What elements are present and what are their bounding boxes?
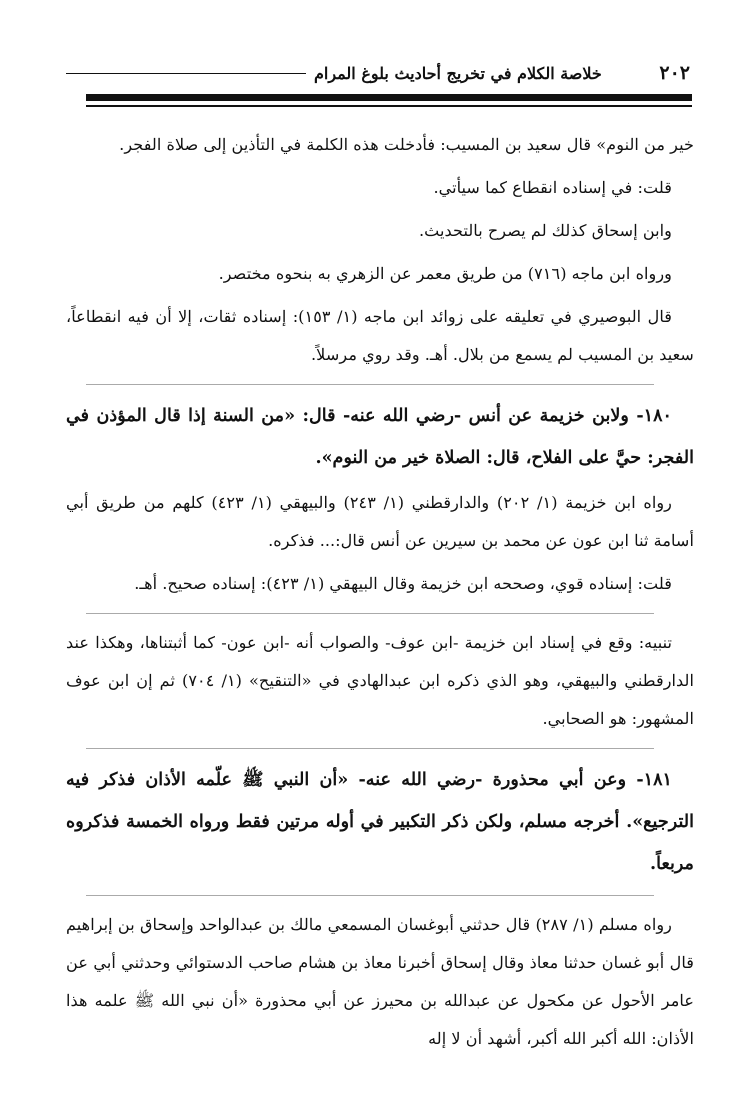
paragraph-continuation: خير من النوم» قال سعيد بن المسيب: فأدخلت هذه الكلمة في التأذين إلى صلاة الفجر. <box>119 135 694 154</box>
book-title: خلاصة الكلام في تخريج أحاديث بلوغ المرام <box>314 63 602 83</box>
separator-line <box>86 748 654 749</box>
paragraph-comment-2: وابن إسحاق كذلك لم يصرح بالتحديث. <box>418 221 672 240</box>
page-header <box>66 58 690 88</box>
page-number: ٢٠٢ <box>659 62 690 84</box>
header-rule-thick <box>86 94 692 101</box>
hadith-181: ١٨١- وعن أبي محذورة -رضي الله عنه- «أن النبي ﷺ علّمه الأذان فذكر فيه الترجيع». أخرجه مسلم، ولكن ذكر التكبير في أوله مرتين فقط ورواه الخمسة فذكروه مربعاً. <box>66 769 694 874</box>
paragraph-takhrij-181: رواه مسلم (١/ ٢٨٧) قال حدثني أبوغسان المسمعي مالك بن عبدالواحد وإسحاق بن إبراهيم قال أبو غسان حدثنا معاذ وقال إسحاق أخبرنا معاذ بن هشام صاحب الدستوائي وحدثني أبي عن عامر الأحول عن مكحول عن عبدالله بن محيرز عن أبي محذورة «أن نبي الله ﷺ علمه هذا الأذان: الله أكبر الله أكبر، أشهد أن لا إله <box>66 915 694 1048</box>
paragraph-note: تنبيه: وقع في إسناد ابن خزيمة -ابن عوف- والصواب أنه -ابن عون- كما أثبتناها، وهكذا عند الدارقطني والبيهقي، وهو الذي ذكره ابن عبدالهادي في «التنقيح» (١/ ٧٠٤) ثم إن ابن عوف المشهور: هو الصحابي. <box>66 633 694 728</box>
separator-line <box>86 895 654 896</box>
separator-line <box>86 613 654 614</box>
header-rule-thin <box>86 105 692 107</box>
header-title-group <box>66 64 602 83</box>
hadith-180: ١٨٠- ولابن خزيمة عن أنس -رضي الله عنه- قال: «من السنة إذا قال المؤذن في الفجر: حيَّ على الفلاح، قال: الصلاة خير من النوم». <box>66 405 694 468</box>
paragraph-grading-180: قلت: إسناده قوي، وصححه ابن خزيمة وقال البيهقي (١/ ٤٢٣): إسناده صحيح. أهـ. <box>134 574 672 593</box>
paragraph-ibn-majah: ورواه ابن ماجه (٧١٦) من طريق معمر عن الزهري به بنحوه مختصر. <box>218 264 672 283</box>
header-dash-line <box>66 73 306 74</box>
separator-line <box>86 384 654 385</box>
page-body <box>66 126 694 1063</box>
paragraph-busiri: قال البوصيري في تعليقه على زوائد ابن ماجه (١/ ١٥٣): إسناده ثقات، إلا أن فيه انقطاعاً، سعيد بن المسيب لم يسمع من بلال. أهـ. وقد روي مرسلاً. <box>66 307 694 364</box>
paragraph-comment-1: قلت: في إسناده انقطاع كما سيأتي. <box>433 178 672 197</box>
paragraph-takhrij-180: رواه ابن خزيمة (١/ ٢٠٢) والدارقطني (١/ ٢٤٣) والبيهقي (١/ ٤٢٣) كلهم من طريق أبي أسامة ثنا ابن عون عن محمد بن سيرين عن أنس قال:... فذكره. <box>66 493 694 550</box>
